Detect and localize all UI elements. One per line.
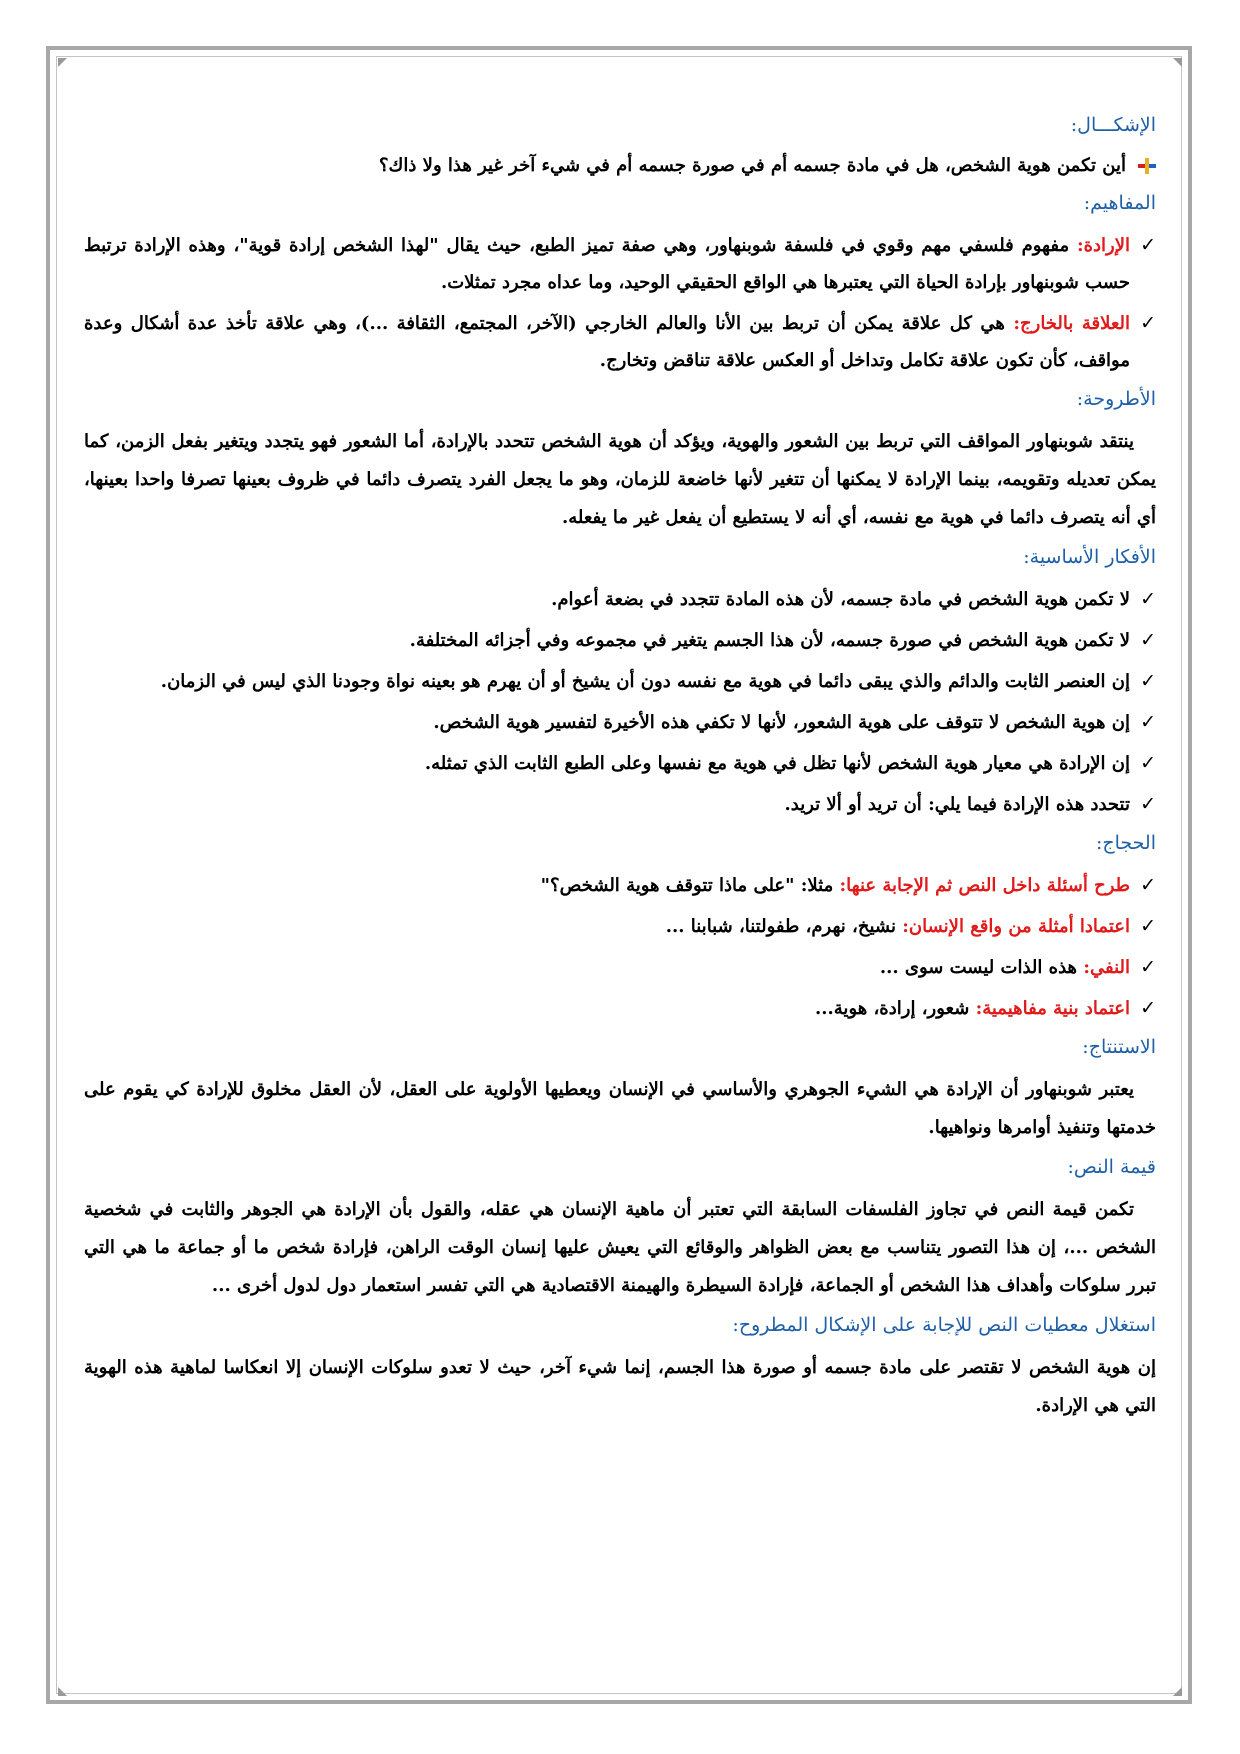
check-mark-icon: ✓: [1140, 711, 1156, 733]
text-value-heading: قيمة النص:: [1067, 1156, 1156, 1178]
argument-term: طرح أسئلة داخل النص ثم الإجابة عنها:: [839, 875, 1130, 896]
plus-cross-icon: [1138, 158, 1156, 174]
check-mark-icon: ✓: [1140, 793, 1156, 815]
argument-text: شعور، إرادة، هوية...: [814, 998, 976, 1019]
problem-question: أين تكمن هوية الشخص، هل في مادة جسمه أم في صورة جسمه أم في شيء آخر غير هذا ولا ذاك؟: [379, 155, 1126, 176]
list-item: [84, 704, 1156, 741]
list-item: [84, 949, 1156, 986]
idea-text: إن الإرادة هي معيار هوية الشخص لأنها تظل في هوية مع نفسها وعلى الطبع الثابت الذي تمثله.: [424, 753, 1130, 774]
check-mark-icon: ✓: [1140, 629, 1156, 651]
argument-term: النفي:: [1083, 957, 1130, 978]
list-item: [84, 663, 1156, 700]
main-ideas-list: [84, 581, 1156, 823]
concepts-heading: المفاهيم:: [1083, 192, 1156, 214]
corner-ornament-icon: [1173, 58, 1182, 67]
check-mark-icon: ✓: [1140, 915, 1156, 937]
check-mark-icon: ✓: [1140, 234, 1156, 256]
list-item: [84, 227, 1156, 301]
idea-text: إن العنصر الثابت والدائم والذي يبقى دائما في هوية مع نفسه دون أن يشيخ أو أن يهرم هو بعينه نواة وجودنا الذي ليس في الزمان.: [160, 671, 1130, 692]
list-item: [84, 745, 1156, 782]
argument-term: اعتمادا أمثلة من واقع الإنسان:: [902, 916, 1130, 937]
concept-definition: مفهوم فلسفي مهم وقوي في فلسفة شوبنهاور، وهي صفة تميز الطبع، حيث يقال "لهذا الشخص إرادة قوية"، وهذه الإرادة ترتبط حسب شوبنهاور بإرادة الحياة التي يعتبرها هي الواقع الحقيقي الوحيد، وما عداه مجرد تمثلات.: [84, 235, 1130, 293]
exploitation-text: إن هوية الشخص لا تقتصر على مادة جسمه أو صورة هذا الجسم، إنما شيء آخر، حيث لا تعدو سلوكات الإنسان إلا انعكاسا لماهية هذه الهوية التي هي الإرادة.: [84, 1357, 1156, 1416]
main-ideas-heading: الأفكار الأساسية:: [1023, 546, 1156, 568]
corner-ornament-icon: [58, 1687, 67, 1696]
list-item: [84, 305, 1156, 379]
concept-term: العلاقة بالخارج:: [1013, 313, 1130, 334]
argument-text: مثلا: "على ماذا تتوقف هوية الشخص؟": [540, 875, 840, 896]
corner-ornament-icon: [1173, 1687, 1182, 1696]
argument-text: نشيخ، نهرم، طفولتنا، شبابنا ...: [665, 916, 903, 937]
list-item: [84, 867, 1156, 904]
list-item: [84, 622, 1156, 659]
arguments-heading: الحجاج:: [1095, 832, 1156, 854]
check-mark-icon: ✓: [1140, 670, 1156, 692]
check-mark-icon: ✓: [1140, 588, 1156, 610]
list-item: [84, 581, 1156, 618]
problem-heading: الإشكـــال:: [1070, 114, 1156, 136]
argument-term: اعتماد بنية مفاهيمية:: [975, 998, 1130, 1019]
check-mark-icon: ✓: [1140, 312, 1156, 334]
thesis-heading: الأطروحة:: [1076, 388, 1156, 410]
conclusion-text: يعتبر شوبنهاور أن الإرادة هي الشيء الجوهري والأساسي في الإنسان ويعطيها الأولوية على العقل، لأن العقل مخلوق للإرادة كي يقوم على خدمتها وتنفيذ أوامرها ونواهيها.: [84, 1079, 1156, 1138]
concept-term: الإرادة:: [1076, 235, 1130, 256]
exploitation-heading: استغلال معطيات النص للإجابة على الإشكال المطروح:: [732, 1314, 1156, 1336]
check-mark-icon: ✓: [1140, 956, 1156, 978]
idea-text: لا تكمن هوية الشخص في مادة جسمه، لأن هذه المادة تتجدد في بضعة أعوام.: [551, 589, 1130, 610]
thesis-text: ينتقد شوبنهاور المواقف التي تربط بين الشعور والهوية، ويؤكد أن هوية الشخص تتحدد بالإرادة، أما الشعور فهو يتجدد ويتغير بفعل الزمن، كما يمكن تعديله وتقويمه، بينما الإرادة لا يمكنها أن تتغير لأنها خاضعة للزمان، وهو ما يجعل الفرد يتصرف دائما في ظروف بعينها تصرفا واحدا بعينها، أي أنه يتصرف دائما في هوية مع نفسه، أي أنه لا يستطيع أن يفعل غير ما يفعله.: [84, 431, 1156, 528]
check-mark-icon: ✓: [1140, 752, 1156, 774]
concepts-list: [84, 227, 1156, 379]
list-item: [84, 990, 1156, 1027]
check-mark-icon: ✓: [1140, 997, 1156, 1019]
corner-ornament-icon: [58, 58, 67, 67]
conclusion-heading: الاستنتاج:: [1082, 1036, 1156, 1058]
list-item: [84, 908, 1156, 945]
arguments-list: [84, 867, 1156, 1027]
problem-question-row: [84, 149, 1156, 183]
argument-text: هذه الذات ليست سوى ...: [879, 957, 1084, 978]
list-item: [84, 786, 1156, 823]
idea-text: تتحدد هذه الإرادة فيما يلي: أن تريد أو ألا تريد.: [784, 794, 1130, 815]
check-mark-icon: ✓: [1140, 874, 1156, 896]
text-value-text: تكمن قيمة النص في تجاوز الفلسفات السابقة التي تعتبر أن ماهية الإنسان هي عقله، والقول بأن الإرادة هي الجوهر والثابت في شخصية الشخص ...، إن هذا التصور يتناسب مع بعض الظواهر والوقائع التي يعيش عليها إنسان الوقت الراهن، فإرادة شخص ما أو جماعة ما هي التي تبرر سلوكات وأهداف هذا الشخص أو الجماعة، فإرادة السيطرة والهيمنة الاقتصادية هي التي تفسر استعمار دول لدول أخرى ...: [84, 1199, 1156, 1296]
idea-text: لا تكمن هوية الشخص في صورة جسمه، لأن هذا الجسم يتغير في مجموعه وفي أجزائه المختلفة.: [409, 630, 1130, 651]
idea-text: إن هوية الشخص لا تتوقف على هوية الشعور، لأنها لا تكفي هذه الأخيرة لتفسير هوية الشخص.: [433, 712, 1130, 733]
document-content: [84, 105, 1156, 1431]
concept-definition: هي كل علاقة يمكن أن تربط بين الأنا والعالم الخارجي (الآخر، المجتمع، الثقافة ...)، وهي علاقة تأخذ عدة أشكال وعدة مواقف، كأن تكون علاقة تكامل وتداخل أو العكس علاقة تناقض وتخارج.: [84, 313, 1130, 371]
